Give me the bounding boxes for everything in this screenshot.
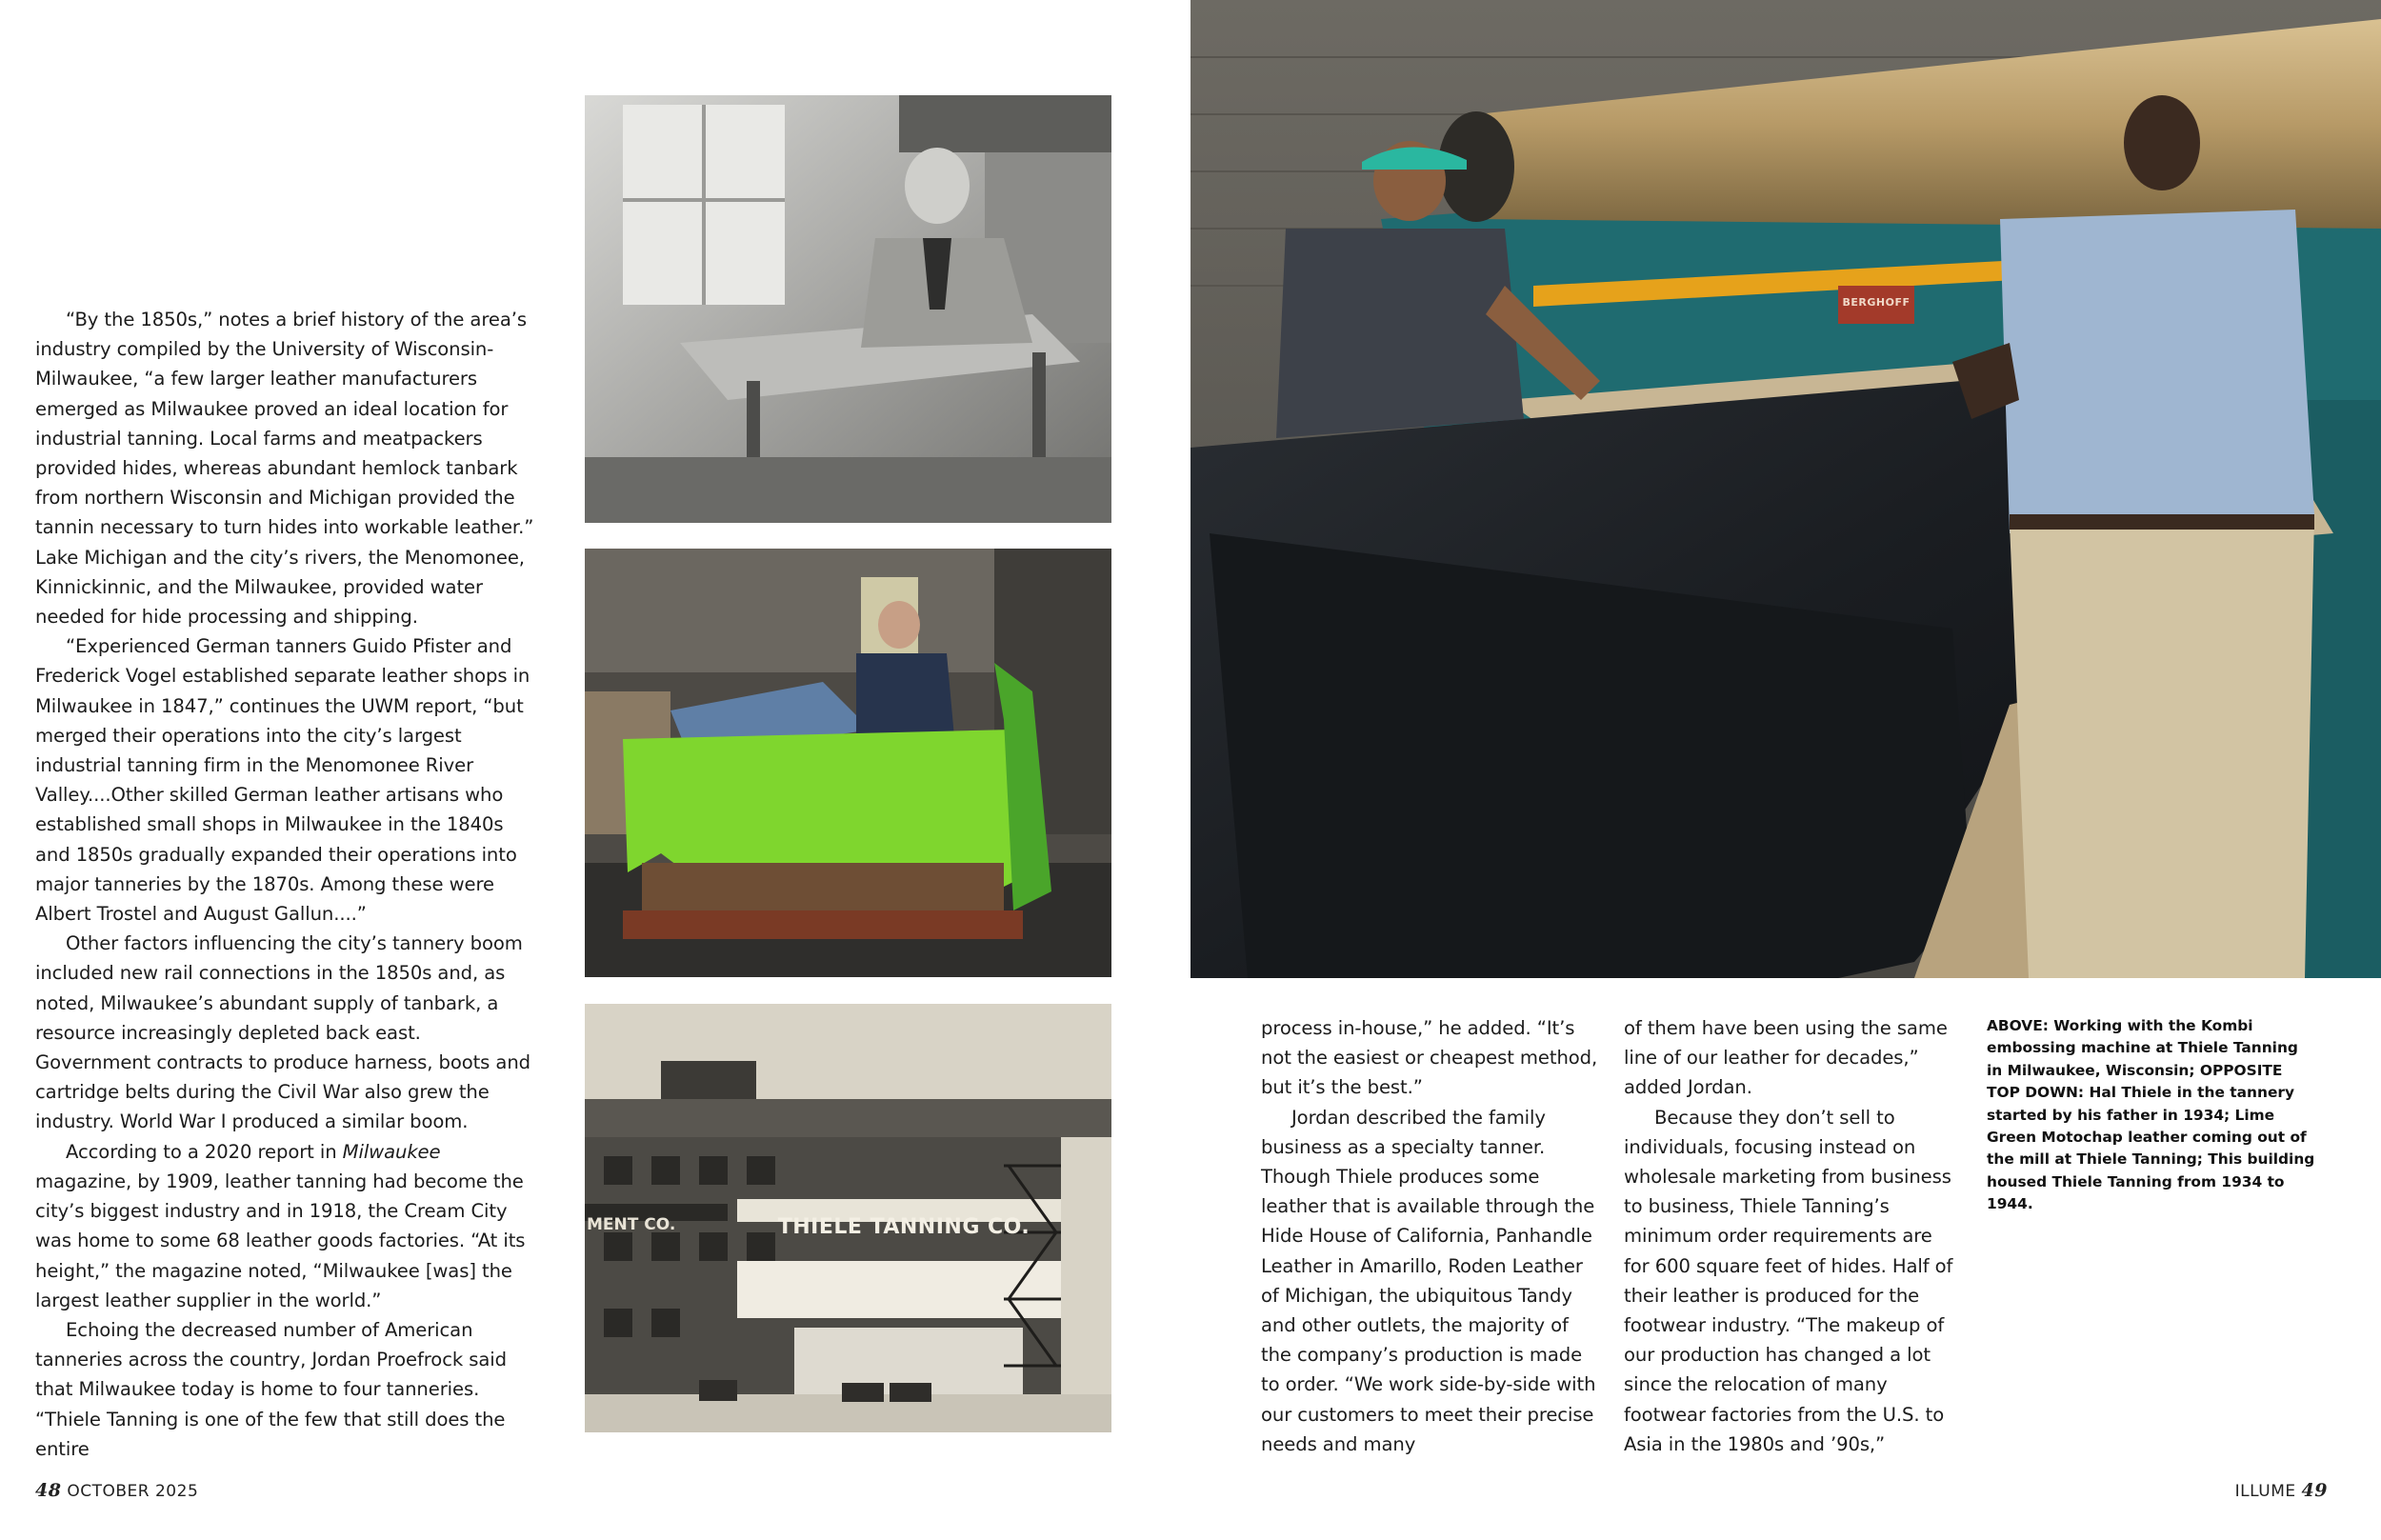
article-column-3 <box>1624 1013 1957 1459</box>
building-sign: THIELE TANNING CO. <box>777 1215 1030 1239</box>
photo-thiele-building <box>585 1004 1111 1432</box>
magazine-title: ILLUME <box>2234 1482 2296 1501</box>
page-number-left: 48 <box>35 1480 62 1501</box>
article-column-2 <box>1261 1013 1602 1459</box>
magazine-name: Milwaukee <box>342 1140 441 1163</box>
issue-date: OCTOBER 2025 <box>67 1482 199 1501</box>
photo-lime-green-leather <box>585 549 1111 977</box>
text-run: magazine, by 1909, leather tanning had become the city’s biggest industry and in 1918, the Cream City was home to some 68 leather goods factories. “At its height,” the magazine noted, “Milwaukee [was] the largest leather supplier in the world.” <box>35 1170 526 1311</box>
photo-kombi-image <box>1190 0 2381 978</box>
article-column-1 <box>35 305 542 1464</box>
building-sign-left: MENT CO. <box>587 1215 676 1234</box>
photo-hal-thiele <box>585 95 1111 523</box>
machine-badge: BERGHOFF <box>1842 296 1911 309</box>
page-number-right: 49 <box>2301 1480 2328 1501</box>
folio-right <box>2235 1480 2328 1501</box>
photo-hal-thiele-image <box>585 95 1111 523</box>
paragraph: Jordan described the family business as a specialty tanner. Though Thiele produces some leather that is available through the Hide House of California, Panhandle Leather in Amarillo, Roden Leather of Michigan, the ubiquitous Tandy and other outlets, the majority of the company’s production is made to order. “We work side-by-side with our customers to meet their precise needs and many <box>1261 1106 1596 1455</box>
paragraph: of them have been using the same line of our leather for decades,” added Jordan. <box>1624 1017 1948 1099</box>
paragraph: “By the 1850s,” notes a brief history of the area’s industry compiled by the University of Wisconsin-Milwaukee, “a few larger leather manufacturers emerged as Milwaukee proved an ideal location for industrial tanning. Local farms and meatpackers provided hides, whereas abundant hemlock tanbark from northern Wisconsin and Michigan provided the tannin necessary to turn hides into workable leather.” Lake Michigan and the city’s rivers, the Menomonee, Kinnickinnic, and the Milwaukee, provided water needed for hide processing and shipping. <box>35 309 534 629</box>
paragraph: Because they don’t sell to individuals, focusing instead on wholesale marketing from business to business, Thiele Tanning’s minimum order requirements are for 600 square feet of hides. Half of their leather is produced for the footwear industry. “The makeup of our production has changed a lot since the relocation of many footwear factories from the U.S. to Asia in the 1980s and ’90s,” <box>1624 1106 1953 1455</box>
paragraph: process in-house,” he added. “It’s not the easiest or cheapest method, but it’s the best.” <box>1261 1017 1598 1099</box>
folio-left <box>35 1480 198 1501</box>
photo-lime-green-leather-image <box>585 549 1111 977</box>
paragraph: “Experienced German tanners Guido Pfister and Frederick Vogel established separate leather shops in Milwaukee in 1847,” continues the UWM report, “but merged their operations into the city’s largest industrial tanning firm in the Menomonee River Valley....Other skilled German leather artisans who established small shops in Milwaukee in the 1840s and 1850s gradually expanded their operations into major tanneries by the 1870s. Among these were Albert Trostel and August Gallun....” <box>35 635 530 926</box>
paragraph: Echoing the decreased number of American tanneries across the country, Jordan Proefrock said that Milwaukee today is home to four tanneries. “Thiele Tanning is one of the few that still does the entire <box>35 1318 507 1460</box>
photo-caption: ABOVE: Working with the Kombi embossing machine at Thiele Tanning in Milwaukee, Wisconsin; OPPOSITE TOP DOWN: Hal Thiele in the tannery started by his father in 1934; Lime Green Motochap leather coming out of the mill at Thiele Tanning; This building housed Thiele Tanning from 1934 to 1944. <box>1987 1017 2315 1213</box>
text-run: According to a 2020 report in <box>66 1140 343 1163</box>
photo-kombi-embossing-machine <box>1190 0 2381 978</box>
paragraph: Other factors influencing the city’s tannery boom included new rail connections in the 1850s and, as noted, Milwaukee’s abundant supply of tanbark, a resource increasingly depleted back east. Government contracts to produce harness, boots and cartridge belts during the Civil War also grew the industry. World War I produced a similar boom. <box>35 932 530 1133</box>
paragraph <box>35 1137 542 1315</box>
